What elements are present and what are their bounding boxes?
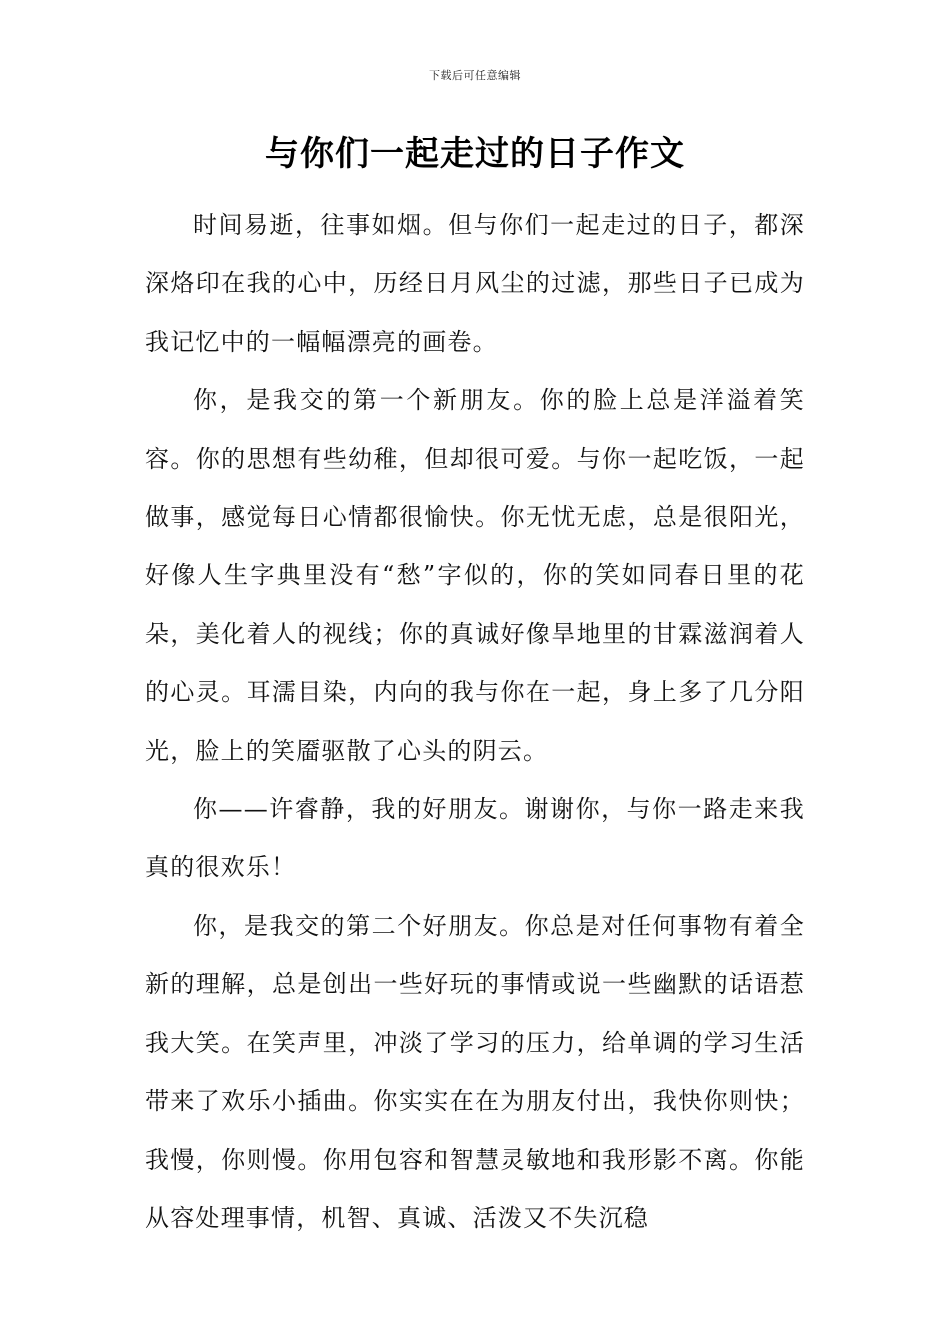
- paragraph-4: 你，是我交的第二个好朋友。你总是对任何事物有着全新的理解，总是创出一些好玩的事情或说一些幽默的话语惹我大笑。在笑声里，冲淡了学习的压力，给单调的学习生活带来了欢乐小插曲。你实实在在为朋友付出，我快你则快；我慢，你则慢。你用包容和智慧灵敏地和我形影不离。你能从容处理事情，机智、真诚、活泼又不失沉稳: [145, 911, 805, 1232]
- paragraph-3: 你——许睿静，我的好朋友。谢谢你，与你一路走来我真的很欢乐！: [145, 795, 805, 882]
- header-note: 下载后可任意编辑: [429, 69, 521, 82]
- document-body: [145, 196, 805, 1247]
- paragraph-2: 你，是我交的第一个新朋友。你的脸上总是洋溢着笑容。你的思想有些幼稚，但却很可爱。与你一起吃饭，一起做事，感觉每日心情都很愉快。你无忧无虑，总是很阳光，好像人生字典里没有“愁”字似的，你的笑如同春日里的花朵，美化着人的视线；你的真诚好像旱地里的甘霖滋润着人的心灵。耳濡目染，内向的我与你在一起，身上多了几分阳光，脸上的笑靥驱散了心头的阴云。: [145, 386, 805, 765]
- page-title: 与你们一起走过的日子作文: [265, 134, 685, 174]
- paragraph-1: 时间易逝，往事如烟。但与你们一起走过的日子，都深深烙印在我的心中，历经日月风尘的过滤，那些日子已成为我记忆中的一幅幅漂亮的画卷。: [145, 211, 805, 356]
